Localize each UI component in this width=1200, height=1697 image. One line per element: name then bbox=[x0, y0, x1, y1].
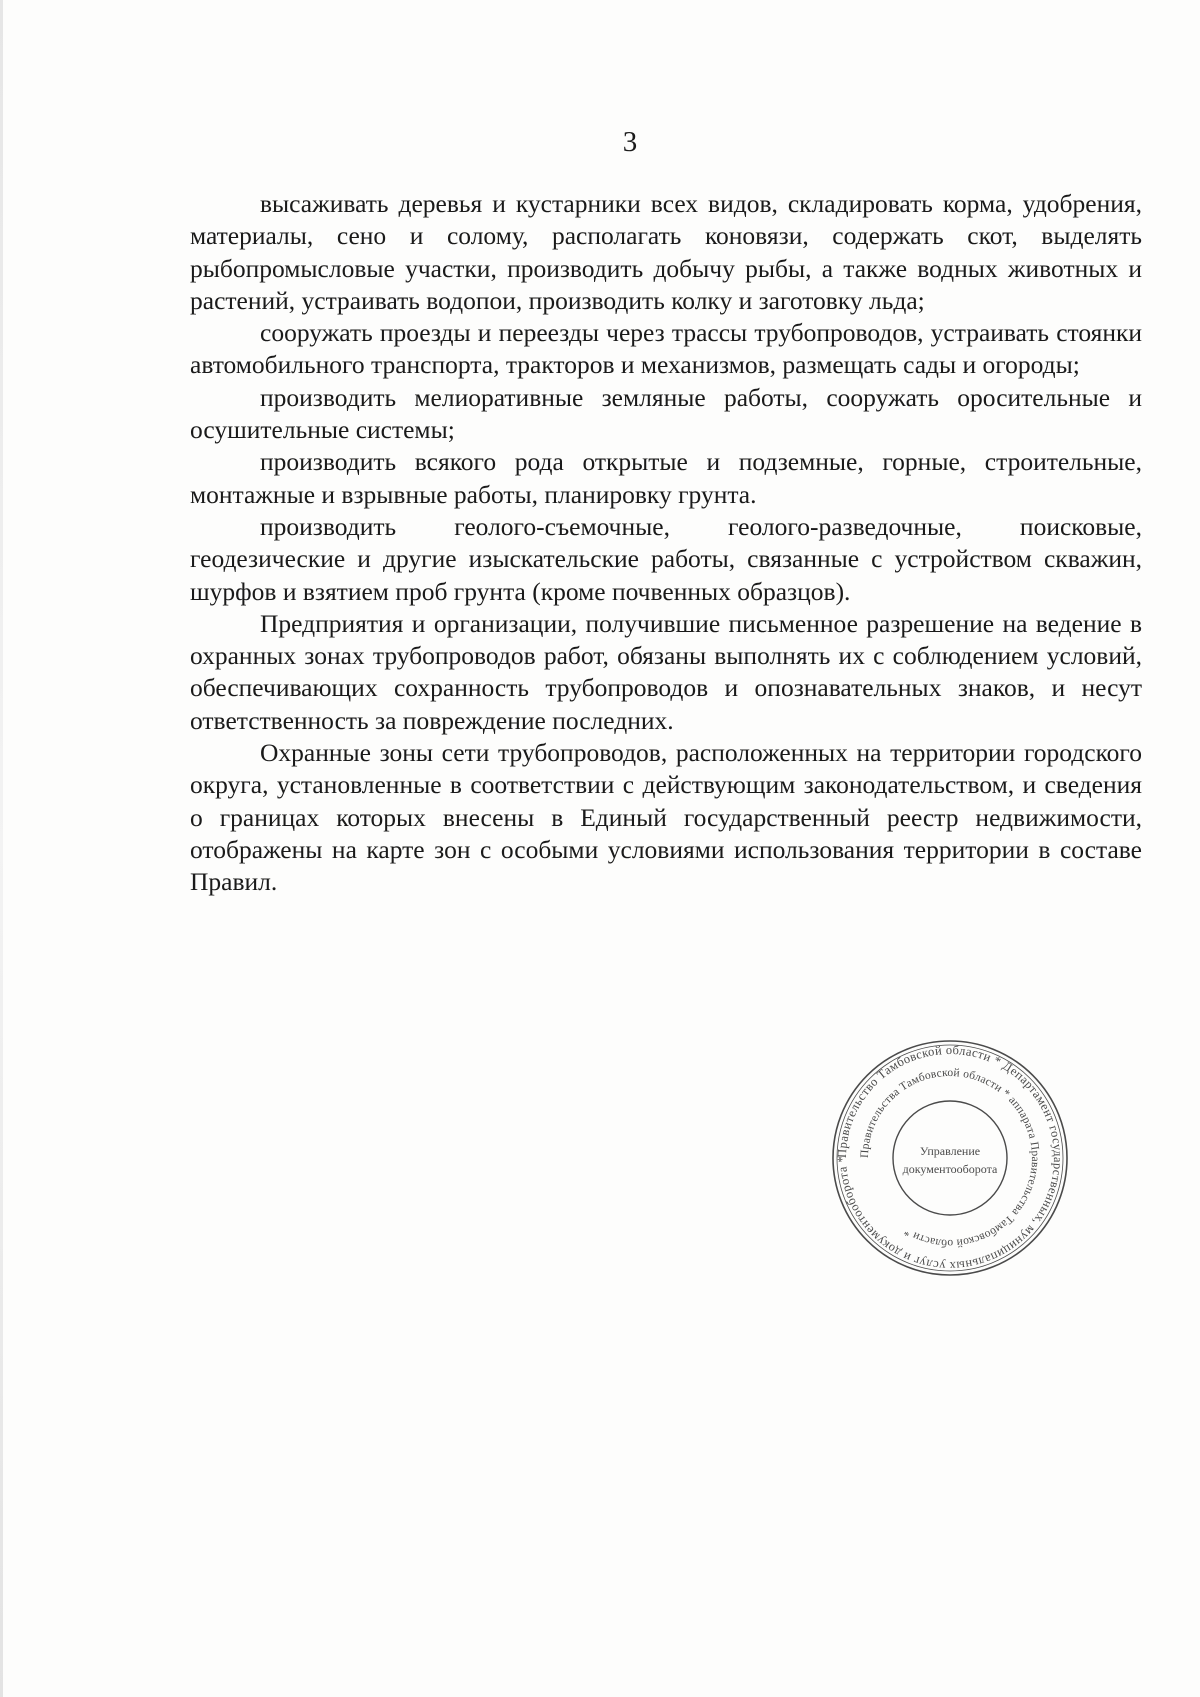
seal-center-line-2: документооборота bbox=[902, 1162, 998, 1176]
scan-edge bbox=[0, 0, 3, 1697]
page-number: 3 bbox=[622, 126, 638, 158]
seal-center-border bbox=[893, 1101, 1007, 1215]
seal-outer-ring-text: Правительство Тамбовской области * Департамент государственных, муниципальных услуг и документооборота * bbox=[834, 1042, 1066, 1274]
seal-graphic bbox=[830, 1038, 1070, 1278]
paragraph-7: Охранные зоны сети трубопроводов, расположенных на территории городского округа, установленные в соответствии с действующим законодательством, и сведения о границах которых внесены в Единый государственный реестр недвижимости, отображены на карте зон с особыми условиями использования территории в составе Правил. bbox=[190, 738, 1142, 897]
paragraph-4: производить всякого рода открытые и подземные, горные, строительные, монтажные и взрывные работы, планировку грунта. bbox=[190, 447, 1142, 509]
document-body bbox=[190, 188, 1142, 899]
paragraph-3: производить мелиоративные земляные работы, сооружать оросительные и осушительные системы; bbox=[190, 382, 1142, 445]
seal-center-line-1: Управление bbox=[919, 1144, 981, 1158]
paragraph-1: высаживать деревья и кустарники всех видов, складировать корма, удобрения, материалы, сено и солому, располагать коновязи, содержать скот, выделять рыбопромысловые участки, производить добычу рыбы, а также водных животных и растений, устраивать водопои, производить колку и заготовку льда; bbox=[190, 189, 1142, 315]
paragraph-6: Предприятия и организации, получившие письменное разрешение на ведение в охранных зонах трубопроводов работ, обязаны выполнять их с соблюдением условий, обеспечивающих сохранность трубопроводов и опознавательных знаков, и несут ответственность за повреждение последних. bbox=[190, 608, 1142, 735]
paragraph-5: производить геолого-съемочные, геолого-разведочные, поисковые, геодезические и другие изыскательские работы, связанные с устройством скважин, шурфов и взятием проб грунта (кроме почвенных образцов). bbox=[190, 511, 1142, 606]
official-seal bbox=[830, 1038, 1070, 1278]
seal-inner-ring-text: Правительства Тамбовской области * аппарата Правительства Тамбовской области * bbox=[858, 1066, 1042, 1250]
paragraph-2: сооружать проезды и переезды через трассы трубопроводов, устраивать стоянки автомобильного транспорта, тракторов и механизмов, размещать сады и огороды; bbox=[190, 318, 1142, 380]
